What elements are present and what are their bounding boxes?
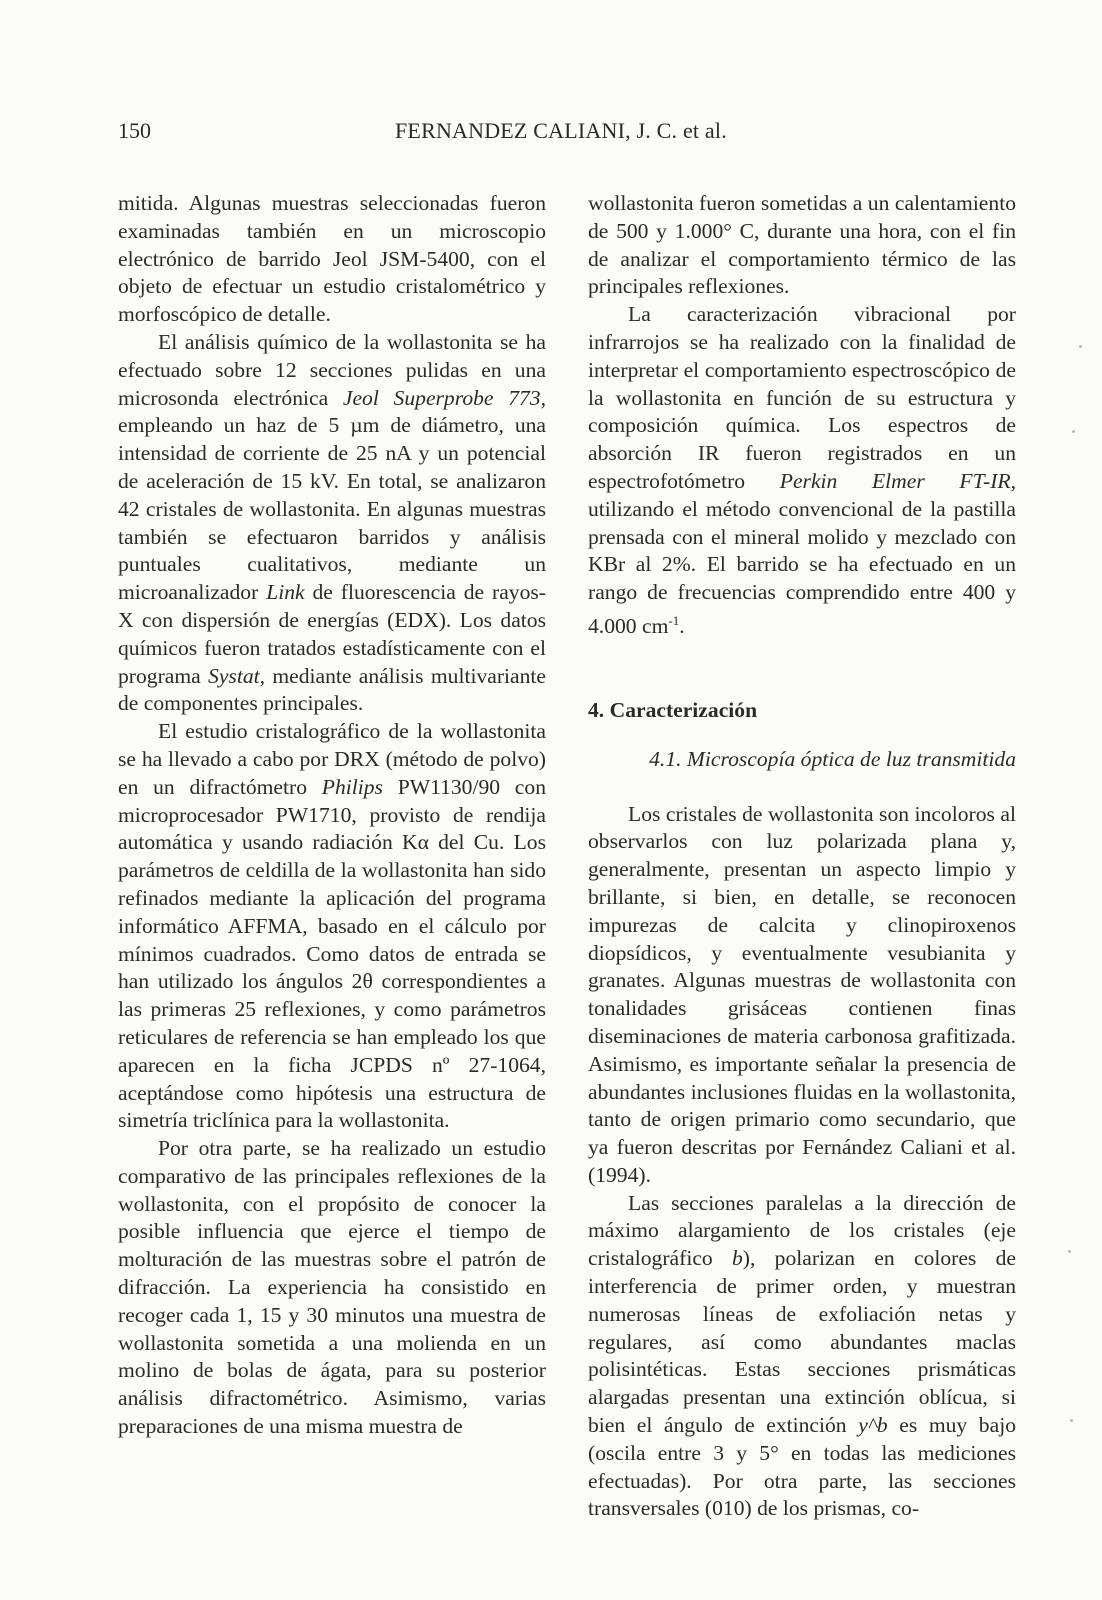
instrument-name: Jeol Superprobe 773,	[342, 385, 546, 410]
paragraph-chemical-analysis	[118, 329, 546, 718]
paragraph-sections	[588, 1190, 1016, 1524]
text-run: utilizando el método convencional de la pastilla prensada con el mineral molido y mezclado con KBr al 2%. El barrido se ha efectuado en un rango de frecuencias comprendido entre 400 y 4.000 cm	[588, 496, 1016, 639]
text-run: El estudio cristalográfico de la wollastonita se ha llevado a cabo por DRX (método de polvo) en un difractómetro	[118, 719, 546, 799]
paragraph-crystals-description: Los cristales de wollastonita son incoloros al observarlos con luz polarizada plana y, generalmente, presentan un aspecto limpio y brillante, si bien, en detalle, se reconocen impurezas de calcita y clinopiroxenos diopsídicos, y eventualmente vesubianita y granates. Algunas muestras de wollastonita con tonalidades grisáceas contienen finas diseminaciones de materia carbonosa grafitizada. Asimismo, es importante señalar la presencia de abundantes inclusiones fluidas en la wollastonita, tanto de origen primario como secundario, que ya fueron descritas por Fernández Caliani et al. (1994).	[588, 801, 1016, 1187]
instrument-name: Philips	[321, 774, 383, 799]
text-run: mediante análisis multivariante de componentes principales.	[118, 663, 546, 716]
spacer	[588, 774, 1016, 801]
axis-symbol: b	[732, 1246, 743, 1271]
text-run: Las secciones paralelas a la dirección de máximo alargamiento de los cristales (eje cristalográfico	[588, 1190, 1016, 1271]
text-run: ), polarizan en colores de interferencia de primer orden, y muestran numerosas líneas de exfoliación netas y regulares, así como abundantes maclas polisintéticas. Estas secciones prismáticas alargadas presentan una extinción oblícua, si bien el ángulo de extinción	[588, 1246, 1016, 1438]
text-run: es muy bajo (oscila entre 3 y 5° en todas las mediciones efectuadas). Por otra parte, las secciones transversales (010) de los prismas, co-	[588, 1413, 1016, 1521]
scan-speck	[1072, 430, 1075, 433]
text-run: de fluorescencia de rayos-X con dispersión de energías (EDX). Los datos químicos fueron tratados estadísticamente con el programa	[118, 580, 546, 688]
text-run: empleando un haz de 5 µm de diámetro, una intensidad de corriente de 25 nA y un potencial de aceleración de 15 kV. En total, se analizaron 42 cristales de wollastonita. En algunas muestras también se efectuaron barridos y análisis puntuales cualitativos, mediante un microanalizador	[118, 413, 546, 605]
text-run: El análisis químico de la wollastonita se ha efectuado sobre 12 secciones pulidas en una microsonda electrónica	[118, 329, 546, 410]
text-run: La caracterización vibracional por infrarrojos se ha realizado con la finalidad de interpretar el comportamiento espectroscópico de la wollastonita en función de su estructura y composición química. Los espectros de absorción IR fueron registrados en un espectrofotómetro	[588, 302, 1016, 493]
paragraph-continuation: wollastonita fueron sometidas a un calentamiento de 500 y 1.000° C, durante una hora, con el fin de analizar el comportamiento térmico de las principales reflexiones.	[588, 191, 1016, 299]
paragraph-comparative-study: Por otra parte, se ha realizado un estudio comparativo de las principales reflexiones de la wollastonita, con el propósito de conocer la posible influencia que ejerce el tiempo de molturación de las muestras sobre el patrón de difracción. La experiencia ha consistido en recoger cada 1, 15 y 30 minutos una muestra de wollastonita sometida a una molienda en un molino de bolas de ágata, para su posterior análisis difractométrico. Asimismo, varias preparaciones de una misma muestra de	[118, 1136, 546, 1439]
page-number: 150	[118, 118, 151, 143]
instrument-name: Link	[266, 580, 305, 605]
text-run: PW1130/90 con microprocesador PW1710, provisto de rendija automática y usando radiación Kα del Cu. Los parámetros de celdilla de la wollastonita han sido refinados mediante la aplicación del programa informático AFFMA, basado en el cálculo por mínimos cuadrados. Como datos de entrada se han utilizado los ángulos 2θ correspondientes a las primeras 25 reflexiones, y como parámetros reticulares de referencia se han empleado los que aparecen en la ficha JCPDS nº 27-1064, aceptándose como hipótesis una estructura de simetría triclínica para la wollastonita.	[118, 774, 546, 1133]
paragraph-crystallographic-study	[118, 718, 546, 1135]
subsection-heading: 4.1. Microscopía óptica de luz transmitida	[649, 746, 1016, 771]
spacer	[588, 725, 1016, 746]
text-run: .	[679, 614, 685, 639]
extinction-angle-symbol: y^b	[858, 1413, 888, 1438]
superscript: -1	[668, 612, 680, 628]
scan-speck	[1068, 1250, 1071, 1253]
scan-speck	[1079, 345, 1082, 348]
running-head	[0, 118, 1102, 148]
running-title: FERNANDEZ CALIANI, J. C. et al.	[395, 118, 727, 143]
paragraph-infrared	[588, 301, 1016, 641]
left-column	[118, 190, 546, 1441]
right-column	[588, 190, 1016, 1523]
paragraph-continuation: mitida. Algunas muestras seleccionadas fueron examinadas también en un microscopio electrónico de barrido Jeol JSM-5400, con el objeto de efectuar un estudio cristalométrico y morfoscópico de detalle.	[118, 191, 546, 327]
instrument-name: Perkin Elmer FT-IR,	[779, 468, 1016, 493]
spacer	[588, 641, 1016, 697]
software-name: Systat,	[208, 663, 266, 688]
scan-speck	[1070, 1419, 1073, 1422]
section-heading: 4. Caracterización	[588, 697, 758, 722]
